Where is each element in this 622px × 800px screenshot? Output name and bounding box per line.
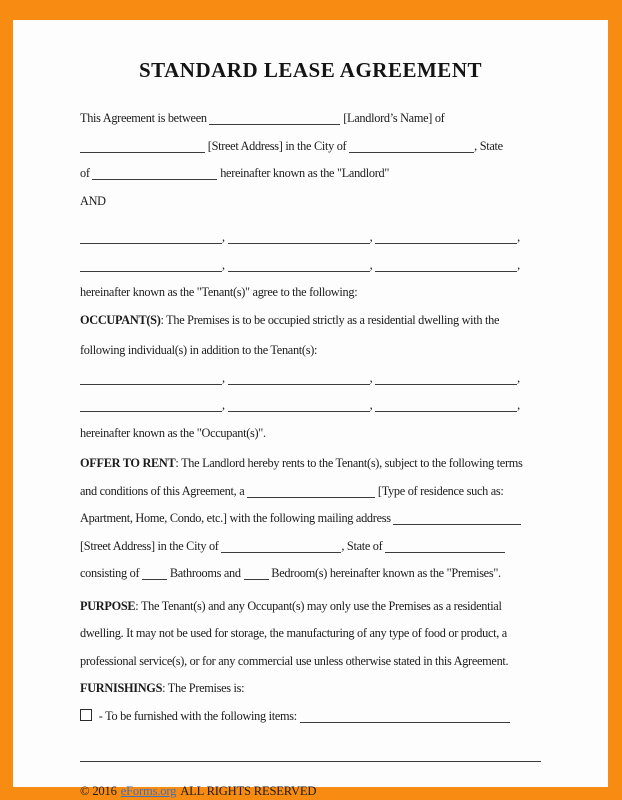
blank-field [209, 112, 340, 125]
page-title: STANDARD LEASE AGREEMENT [138, 58, 482, 82]
text-run: : The Tenant(s) and any Occupant(s) may only use the Premises as a residential [135, 598, 502, 613]
offer-line-5 [80, 560, 541, 588]
text-run: , [222, 398, 228, 412]
text-run: , [517, 257, 520, 272]
blank-field [142, 567, 167, 580]
blank-field [228, 399, 370, 412]
text-run: Bathrooms and [167, 566, 244, 580]
text-run: : The Premises is to be occupied strictly as a residential dwelling with the [160, 312, 500, 327]
occupant-blank-row-1 [80, 365, 541, 393]
text-run: , [222, 370, 228, 385]
blank-field [247, 485, 375, 498]
text-run: following individual(s) in addition to the Tenant(s): [80, 343, 318, 357]
occupants-line-2 [80, 337, 541, 365]
text-run: , State of [341, 538, 386, 553]
eforms-link[interactable]: eForms.org [120, 783, 177, 798]
section-label: OFFER TO RENT [80, 456, 176, 470]
blank-field [375, 259, 517, 272]
furnishings-heading-line [80, 675, 541, 703]
lease-document-page [13, 20, 608, 798]
text-run: , [369, 370, 376, 385]
text-run: [Street Address] in the City of [80, 538, 222, 553]
blank-field [80, 372, 222, 385]
blank-field [221, 540, 341, 553]
blank-field [80, 749, 541, 762]
text-run: , [222, 257, 228, 272]
text-run: , [369, 257, 376, 272]
blank-field [300, 710, 510, 723]
text-run: , [517, 370, 520, 385]
text-run: : The Premises is: [162, 681, 245, 695]
intro-and [80, 188, 541, 216]
furnishings-checkbox-line [80, 703, 541, 731]
document-lines [80, 105, 541, 770]
intro-line-3 [80, 160, 541, 188]
furnishings-continuation-blank [80, 742, 541, 770]
text-run: , [517, 398, 520, 412]
blank-field [228, 231, 370, 244]
text-run: dwelling. It may not be used for storage, the manufacturing of any type of food or product, a [80, 626, 507, 640]
tenant-blank-row-1 [80, 224, 541, 252]
purpose-line-3 [80, 648, 541, 676]
text-run: : The Landlord hereby rents to the Tenant(s), subject to the following terms [175, 456, 523, 470]
text-run: AND [80, 193, 106, 208]
purpose-heading-line [80, 593, 541, 621]
occupants-heading-line [80, 307, 541, 335]
text-run: Bedroom(s) hereinafter known as the "Premises". [268, 566, 501, 580]
tenant-blank-row-2 [80, 252, 541, 280]
text-run: hereinafter known as the "Landlord" [217, 166, 390, 180]
blank-field [92, 167, 217, 180]
occupant-clause [80, 420, 541, 448]
blank-field [80, 259, 222, 272]
checkbox-icon [80, 709, 92, 721]
offer-heading-line [80, 450, 541, 478]
blank-field [244, 567, 269, 580]
text-run: , State [474, 138, 503, 153]
intro-line-1 [80, 105, 541, 133]
offer-line-3 [80, 505, 541, 533]
text-run: and conditions of this Agreement, a [80, 483, 248, 498]
blank-field [80, 231, 222, 244]
blank-field [80, 399, 222, 412]
section-label: OCCUPANT(S) [80, 312, 161, 327]
purpose-line-2 [80, 620, 541, 648]
offer-line-2 [80, 478, 541, 506]
blank-field [385, 540, 505, 553]
text-run: Apartment, Home, Condo, etc.] with the following mailing address [80, 511, 394, 525]
text-run: , [369, 398, 376, 412]
blank-field [375, 372, 517, 385]
text-run: [Street Address] in the City of [205, 138, 350, 153]
text-run: professional service(s), or for any commercial use unless otherwise stated in this Agreement. [80, 653, 509, 668]
text-run: [Type of residence such as: [375, 483, 504, 498]
tenant-clause [80, 279, 541, 307]
blank-field [393, 512, 521, 525]
text-run: This Agreement is between [80, 111, 210, 125]
footer-rights: ALL RIGHTS RESERVED [180, 783, 317, 798]
text-run: hereinafter known as the "Occupant(s)". [80, 425, 266, 440]
text-run: consisting of [80, 566, 143, 580]
blank-field [80, 140, 205, 153]
text-run: , [517, 230, 520, 244]
text-run: - To be furnished with the following items: [96, 708, 300, 723]
text-run: [Landlord’s Name] of [340, 111, 445, 125]
occupant-blank-row-2 [80, 392, 541, 420]
blank-field [228, 372, 370, 385]
footer [80, 784, 541, 799]
text-run: , [369, 230, 376, 244]
section-label: FURNISHINGS [80, 681, 163, 695]
footer-copyright: © 2016 [80, 783, 117, 798]
blank-field [228, 259, 370, 272]
blank-field [349, 140, 474, 153]
offer-line-4 [80, 533, 541, 561]
text-run: hereinafter known as the "Tenant(s)" agree to the following: [80, 285, 358, 299]
section-label: PURPOSE [80, 598, 136, 613]
blank-field [375, 231, 517, 244]
blank-field [375, 399, 517, 412]
text-run: , [222, 230, 228, 244]
intro-line-2 [80, 133, 541, 161]
text-run: of [80, 166, 93, 180]
